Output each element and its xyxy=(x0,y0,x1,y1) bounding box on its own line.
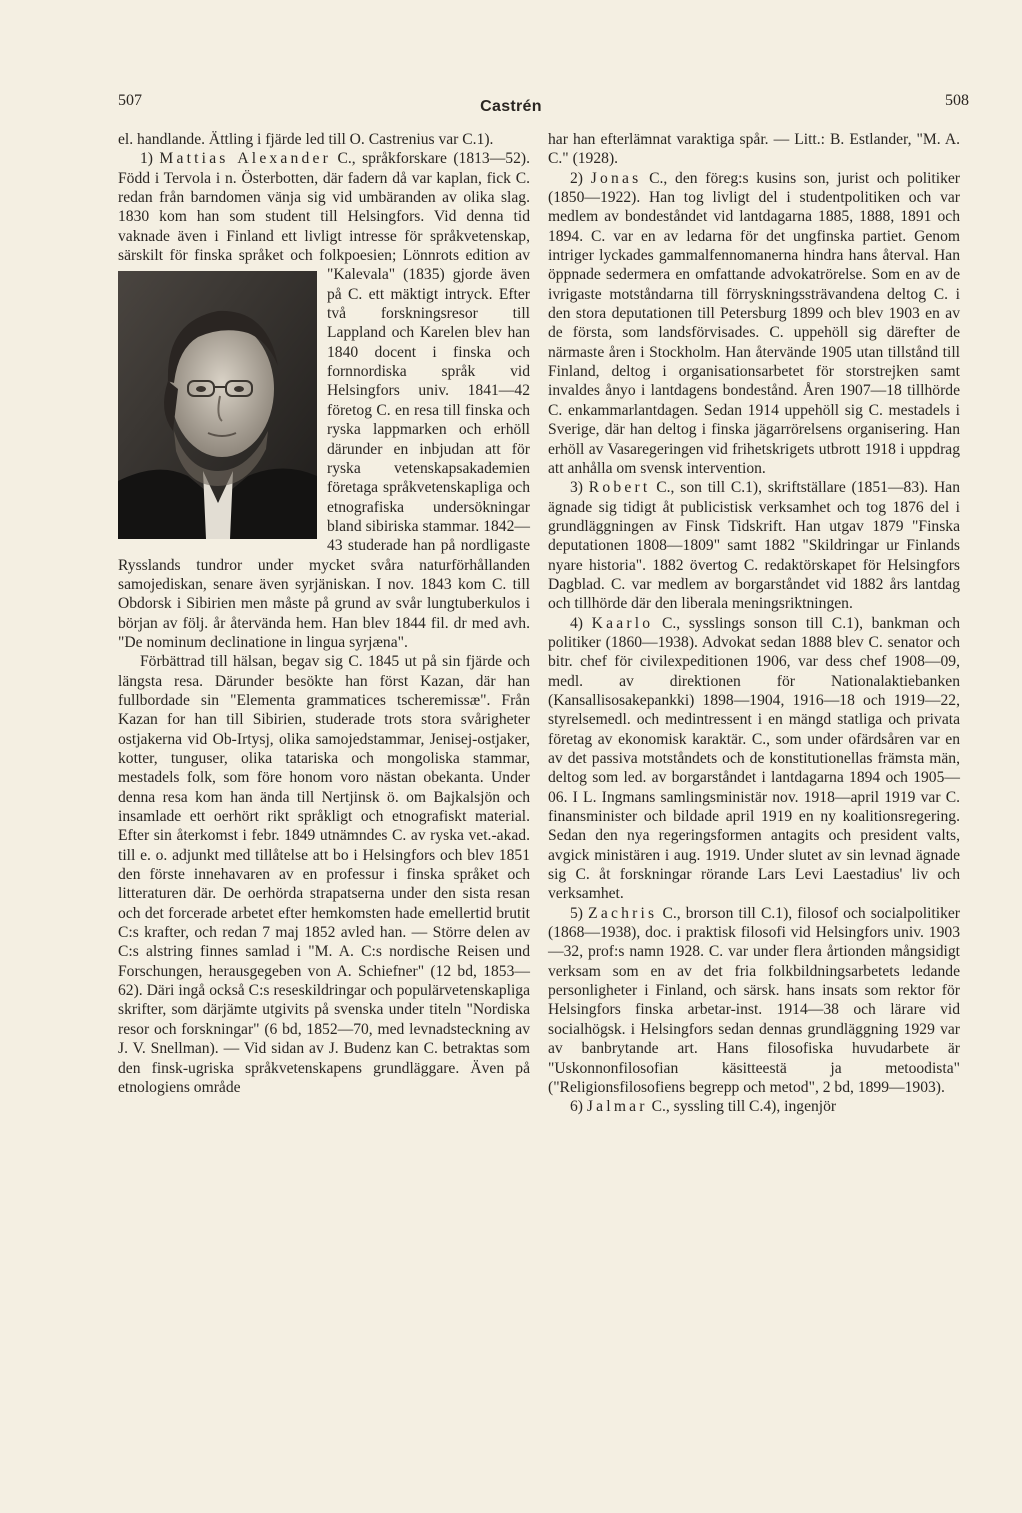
entry-name: Kaarlo xyxy=(591,614,654,632)
continuation-paragraph: har han efterlämnat varaktiga spår. — Litt.: B. Estlander, "M. A. C." (1928). xyxy=(548,131,960,168)
entry-text: C., son till C.1), skriftställare (1851—83). Han ägnade sig tidigt åt publicistisk verksamhet och tog 1876 del i grundläggningen av Finsk Tidskrift. Han utgav 1879 "Finska deputationen 1808—1809" samt 1882 "Skildringar ur Finlands nyare historia". 1882 övertog C. redaktörskapet för Helsingfors Dagblad. C. var medlem av borgarståndet vid 1882 års lantdag och tillhörde där den liberala meningsriktningen. xyxy=(548,479,960,613)
entry-kaarlo xyxy=(548,614,960,904)
entry-robert xyxy=(548,478,960,613)
entry-text: C., den föreg:s kusins son, jurist och politiker (1850—1922). Han tog livligt del i studentpolitiken och var medlem av bondeståndet vid lantdagarna 1885, 1888, 1891 och 1894. C. var en av ledarna för det ungfinska partiet. Genom intriger lyckades gammalfennomanerna hindra hans återval. Han öppnade sedermera en omfattande advokatrörelse. Som en av de ivrigaste motståndarna till förryskningssträvandena deltog C. i den stora deputationen till Petersburg 1899 och blev 1903 en av de första, som landsförvisades. C. uppehöll sig därefter de närmaste åren i Stockholm. Han återvände 1905 utan tillstånd till Finland, deltog i organisationsarbetet för storstrejken samt invaldes ånyo i lantdagens bondestånd. Åren 1907—18 tillhörde C. enkammarlantdagen. Sedan 1914 uppehöll sig C. mestadels i Sverige, där han deltog i finska jägarrörelsens organisering. Han erhöll av Vasaregeringen vid frihetskrigets utbrott 1918 i uppdrag att anhålla om svensk intervention. xyxy=(548,169,961,477)
page-number-left: 507 xyxy=(118,92,142,109)
entry-number: 5) xyxy=(570,904,583,922)
right-column xyxy=(548,130,960,1117)
entry-number: 1) xyxy=(140,150,153,168)
entry-name: Zachris xyxy=(588,904,658,922)
paragraph-fourth-journey: Förbättrad till hälsan, begav sig C. 1845 ut på sin fjärde och längsta resa. Därunder besökte han först Kazan, där han fullbordade sin "Elementa grammatices tscheremissæ". Från Kazan for han till Sibirien, studerade trots stora svårigheter ostjakerna vid Ob-Irtysj, olika samojedstammar, Jenisej-ostjaker, kotter, tunguser, olika tatariska och mongoliska stammar, mestadels folk, som före honom voro nästan obekanta. Under denna resa kom han ända till Nertjinsk ö. om Bajkalsjön och insamlade ett oerhört rikt språkligt och etnografiskt material. Efter sin återkomst i febr. 1849 utnämndes C. av ryska vet.-akad. till e. o. adjunkt med tillåtelse att bo i Helsingfors och blev 1851 den förste innehavaren av en professur i finska språket och litteraturen där. De oerhörda strapatserna under den sista resan och det forcerade arbetet efter hemkomsten hade emellertid brutit C:s krafter, och redan 7 maj 1852 avled han. — Större delen av C:s alstring finnes samlad i "M. A. C:s nordische Reisen und Forschungen, herausgegeben von A. Schiefner" (12 bd, 1853—62). Däri ingå också C:s reseskildringar och populärvetenskapliga skrifter, som därjämte utgivits på svenska under titeln "Nordiska resor och forskningar" (6 bd, 1852—70, med levnadsteckning av J. V. Snellman). — Vid sidan av J. Budenz kan C. betraktas som den finsk-ugriska språkvetenskapens grundläggare. Även på etnologiens område xyxy=(118,653,530,1096)
entry-number: 2) xyxy=(570,169,583,187)
portrait-image xyxy=(118,271,317,539)
entry-name: Robert xyxy=(588,479,651,497)
intro-paragraph: el. handlande. Ättling i fjärde led till O. Castrenius var C.1). xyxy=(118,131,494,148)
entry-name: Mattias Alexander xyxy=(159,150,332,168)
page-number-right: 508 xyxy=(945,92,969,109)
entry-text: C., syssling till C.4), ingenjör xyxy=(647,1098,837,1116)
entry-text: C., brorson till C.1), filosof och socialpolitiker (1868—1938), doc. i praktisk filosofi vid Helsingfors univ. 1903—32, prof:s namn 1928. C. var under flera årtionden mångsidigt verksam som en av det fria folkbildningsarbetets ledande personligheter i Finland, och särsk. hans insats som rektor för Helsingfors finska arbetar-inst. 1914—38 och lärare vid socialhögsk. i Helsingfors sedan dennas grundläggning 1929 var av banbrytande art. Hans filosofiska huvudarbete är "Uskonnonfilosofian käsitteestä ja metoodista" ("Religionsfilosofiens begrepp och metod", 2 bd, 1899—1903). xyxy=(548,904,960,1096)
entry-text: C., språkforskare (1813—52). Född i Tervola i n. Österbotten, där fadern då var kaplan, fick C. redan från barndomen vänja sig vid umbäranden av olika slag. 1830 kom han som student till Helsingfors. Vid denna tid vaknade även i Finland ett livligt intresse för språkvetenskap, särskilt för finska språket och folkpoesien; Lönnrots edition xyxy=(118,150,530,265)
entry-text-continued: av "Kalevala" (1835) gjorde även på C. ett mäktigt intryck. Efter två forskningsresor till Lappland och Karelen blev han 1840 docent i finska och fornnordiska språk vid Helsingfors univ. 1841—42 företog C. en resa till finska och ryska lappmarken och erhöll därunder en inbjudan att för ryska vetenskapsakademien företaga språkvetenskapliga och etnografiska undersökningar bland sibiriska stammar. 1842—43 studerade han på nordligaste Rysslands tundror under mycket svåra naturförhållanden samojediskan, senare även syrjäniskan. I nov. 1843 kom C. till Obdorsk i Sibirien men måste på grund av svår lungtuberkulos i början av följ. år återvända hem. Han blev 1844 fil. dr med avh. "De nominum declinatione in lingua syrjæna". xyxy=(118,247,530,651)
entry-name: Jalmar xyxy=(586,1098,648,1116)
entry-mattias-alexander xyxy=(118,149,530,652)
running-head: Castrén xyxy=(480,98,542,115)
entry-number: 3) xyxy=(570,479,583,497)
entry-name: Jonas xyxy=(590,169,642,187)
entry-text: C., sysslings sonson till C.1), bankman och politiker (1860—1938). Advokat sedan 1888 blev C. senator och bitr. chef för civilexpeditionen 1906, var dess chef 1908—09, medl. av direktionen för Nationalaktiebanken (Kansallisosakepankki) 1898—1904, 1916—18 och 1919—22, styrelsemedl. och medintressent i en mängd statliga och privata företag av ekonomisk karaktär. C., som under ofärdsåren var en av det passiva motståndets och de konstitutionellas främsta män, deltog som led. av borgarståndet i lantdagarna 1894 och 1905—06. I L. Ingmans samlingsministär nov. 1918—april 1919 var C. finansminister och bildade april 1919 en ny koalitionsregering. Sedan den nya regeringsformen antagits och president valts, avgick ministären i aug. 1919. Under slutet av sin levnad ägnade sig C. åt forskningar rörande Lars Levi Laestadius' liv och verksamhet. xyxy=(548,614,960,903)
entry-number: 4) xyxy=(570,614,583,632)
entry-jonas xyxy=(548,169,960,479)
left-column xyxy=(118,130,530,1097)
entry-jalmar xyxy=(548,1097,960,1116)
entry-zachris xyxy=(548,904,960,1097)
entry-number: 6) xyxy=(570,1098,583,1116)
